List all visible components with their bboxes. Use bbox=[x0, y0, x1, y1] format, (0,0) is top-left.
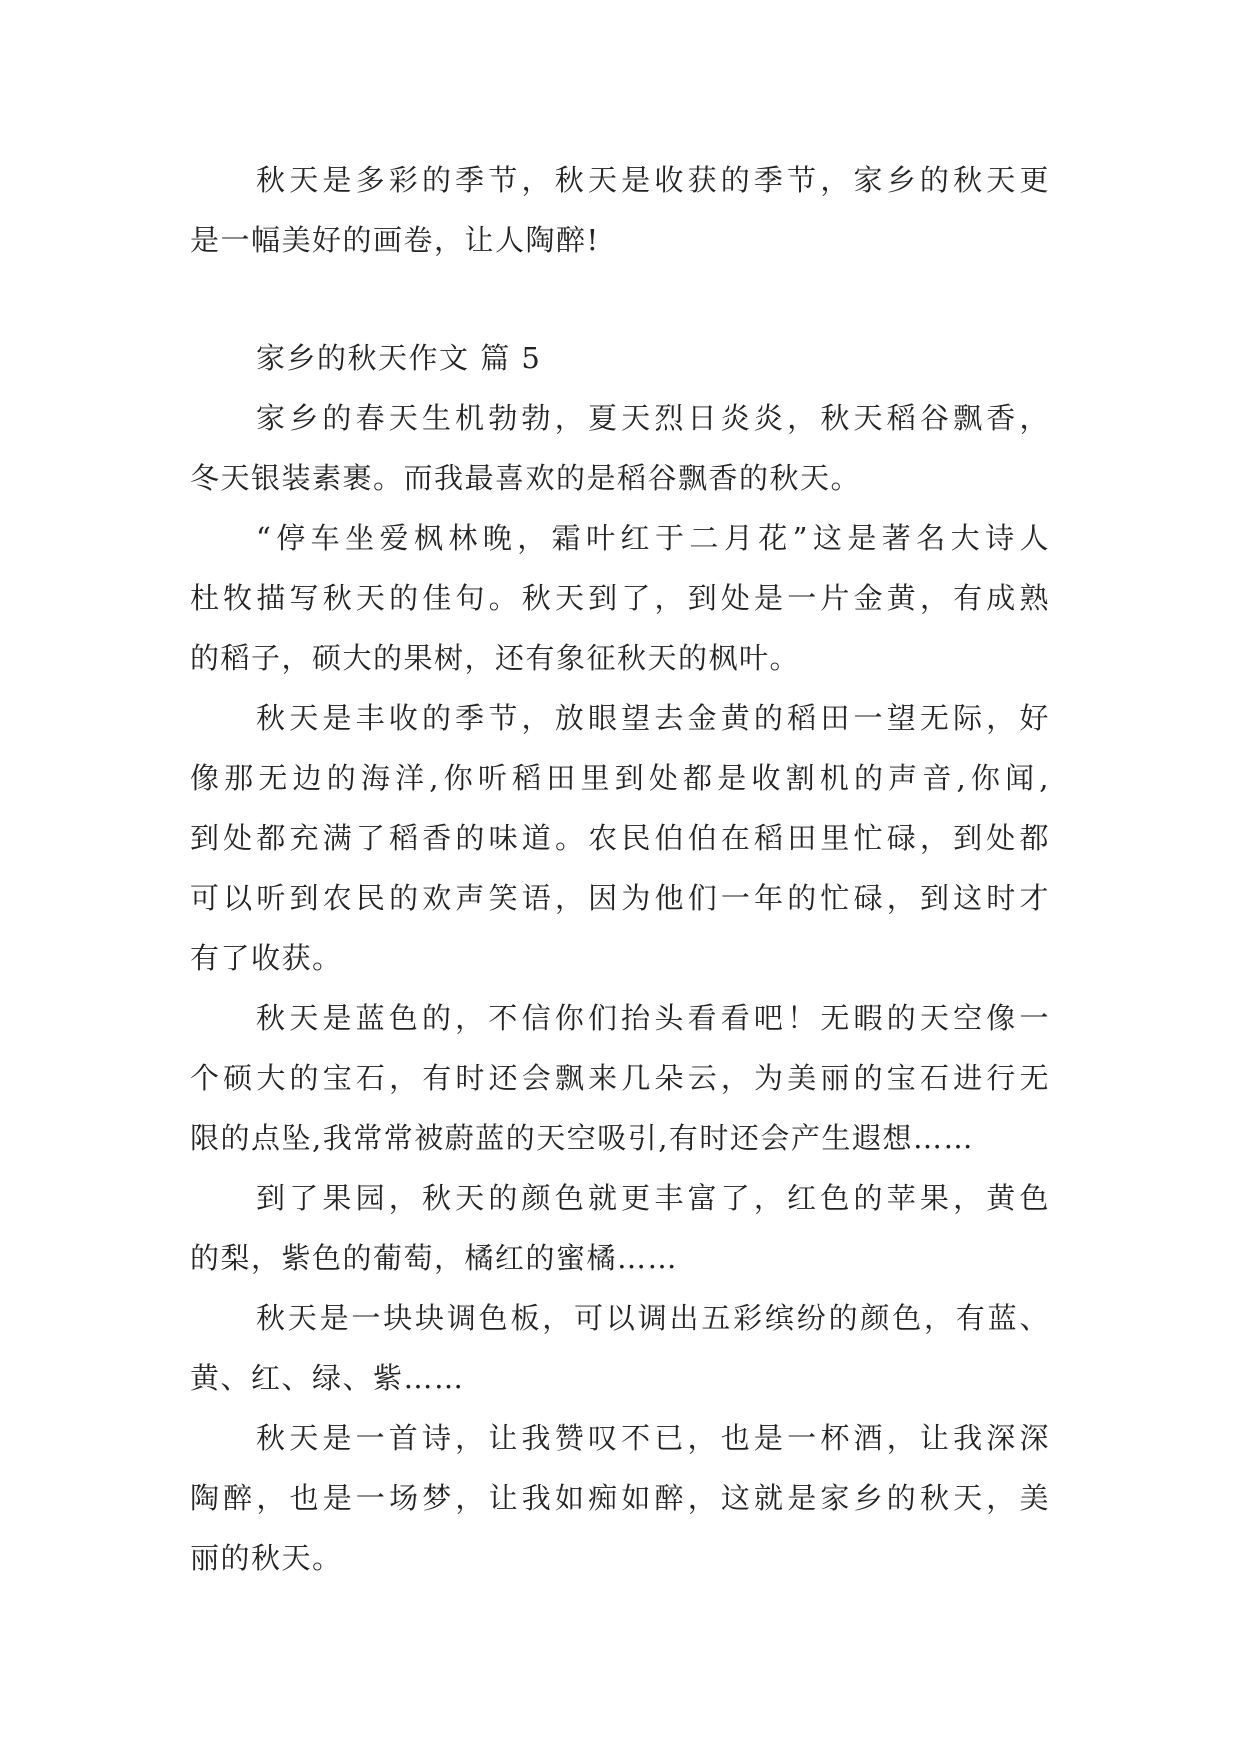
text-line: 到了果园，秋天的颜色就更丰富了，红色的苹果，黄色 bbox=[256, 1181, 1050, 1215]
text-line: 冬天银装素裹。而我最喜欢的是稻谷飘香的秋天。 bbox=[190, 461, 862, 495]
text-line: 秋天是一首诗，让我赞叹不已，也是一杯酒，让我深深 bbox=[256, 1421, 1050, 1455]
text-line: 家乡的春天生机勃勃，夏天烈日炎炎，秋天稻谷飘香， bbox=[256, 401, 1050, 435]
text-line: 的梨，紫色的葡萄，橘红的蜜橘…… bbox=[190, 1241, 679, 1275]
section-heading: 家乡的秋天作文 篇 5 bbox=[256, 341, 542, 375]
text-line: 像那无边的海洋,你听稻田里到处都是收割机的声音,你闻, bbox=[190, 761, 1050, 795]
text-line: 秋天是丰收的季节，放眼望去金黄的稻田一望无际，好 bbox=[256, 701, 1050, 735]
paragraph bbox=[190, 1168, 1050, 1288]
text-line: 丽的秋天。 bbox=[190, 1541, 343, 1575]
text-line: 秋天是蓝色的，不信你们抬头看看吧！无暇的天空像一 bbox=[256, 1001, 1050, 1035]
intro-paragraph bbox=[190, 150, 1050, 270]
document-page bbox=[190, 150, 1050, 1588]
text-line: 有了收获。 bbox=[190, 941, 343, 975]
text-line: 限的点坠,我常常被蔚蓝的天空吸引,有时还会产生遐想…… bbox=[190, 1121, 974, 1155]
text-line: 秋天是多彩的季节，秋天是收获的季节，家乡的秋天更 bbox=[256, 163, 1050, 197]
text-line: 个硕大的宝石，有时还会飘来几朵云，为美丽的宝石进行无 bbox=[190, 1061, 1050, 1095]
spacer bbox=[190, 270, 1050, 328]
text-line: 的稻子，硕大的果树，还有象征秋天的枫叶。 bbox=[190, 641, 801, 675]
text-line: 到处都充满了稻香的味道。农民伯伯在稻田里忙碌，到处都 bbox=[190, 821, 1050, 855]
paragraph bbox=[190, 688, 1050, 988]
text-line: 秋天是一块块调色板，可以调出五彩缤纷的颜色，有蓝、 bbox=[256, 1301, 1050, 1335]
text-line: “停车坐爱枫林晚，霜叶红于二月花”这是著名大诗人 bbox=[256, 521, 1050, 555]
text-line: 可以听到农民的欢声笑语，因为他们一年的忙碌，到这时才 bbox=[190, 881, 1050, 915]
paragraph bbox=[190, 1408, 1050, 1588]
paragraph bbox=[190, 508, 1050, 688]
paragraph bbox=[190, 1288, 1050, 1408]
paragraph bbox=[190, 988, 1050, 1168]
text-line: 黄、红、绿、紫…… bbox=[190, 1361, 465, 1395]
text-line: 陶醉，也是一场梦，让我如痴如醉，这就是家乡的秋天，美 bbox=[190, 1481, 1050, 1515]
text-line: 杜牧描写秋天的佳句。秋天到了，到处是一片金黄，有成熟 bbox=[190, 581, 1050, 615]
text-line: 是一幅美好的画卷，让人陶醉! bbox=[190, 223, 600, 257]
paragraph bbox=[190, 388, 1050, 508]
